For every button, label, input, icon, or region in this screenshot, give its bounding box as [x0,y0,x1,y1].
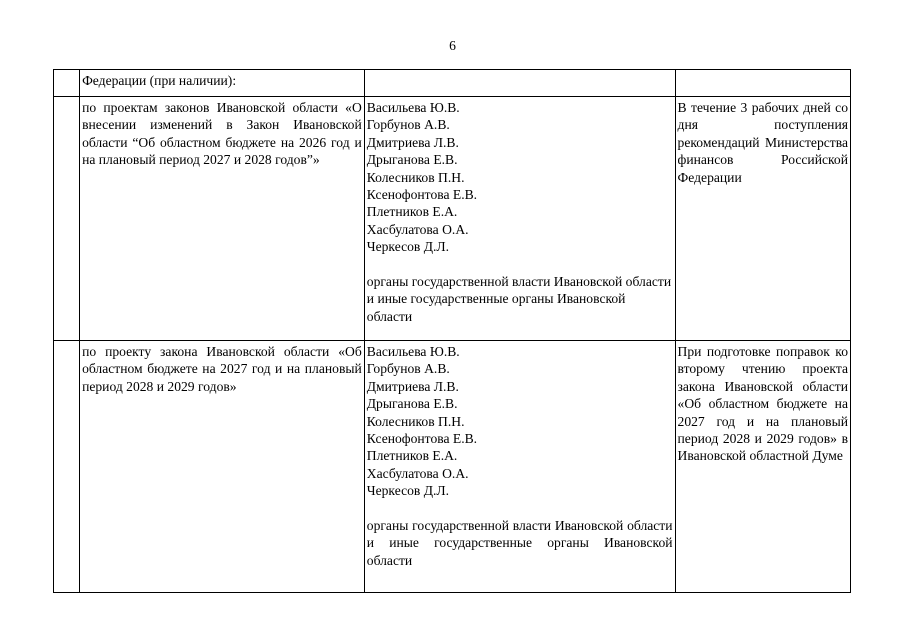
task-cell [80,341,365,593]
executor-name: Плетников Е.А. [366,448,458,464]
task-text: Федерации (при наличии): [82,73,237,88]
executor-name: Черкесов Д.Л. [366,239,450,255]
table-row [54,97,851,341]
term-text: При подготовке поправок ко второму чтению проекта закона Ивановской области «Об областном бюджете на 2027 год и на плановый период 2028 и 2029 годов» в Ивановской областной Думе [677,344,848,464]
executor-name: Васильева Ю.В. [366,344,460,359]
task-text: по проектам законов Ивановской области «О внесении изменений в Закон Ивановской области “Об областном бюджете на 2026 год и на плановый период 2027 и 2028 годов”» [82,100,362,168]
task-cell [80,97,365,341]
task-text: по проекту закона Ивановской области «Об областном бюджете на 2027 год и на плановый период 2028 и 2029 годов» [82,344,362,394]
executor-name: Колесников П.Н. [366,169,465,185]
table-row [54,70,851,97]
executor-name: Васильева Ю.В. [366,100,460,115]
executor-organizations: органы государственной власти Ивановской области и иные государственные органы Ивановской области [366,518,673,568]
executor-name: Дмитриева Л.В. [366,378,459,394]
executor-name: Ксенофонтова Е.В. [366,187,478,203]
spacer [367,256,673,273]
table-row [54,341,851,593]
term-cell [675,70,850,97]
term-text: В течение 3 рабочих дней со дня поступления рекомендаций Министерства финансов Российской Федерации [677,100,848,185]
executors-cell [364,97,675,341]
executor-name: Колесников П.Н. [366,413,465,429]
executor-name: Дрыганова Е.В. [366,396,458,412]
page-number: 6 [449,38,456,53]
row-number-cell [54,341,80,593]
executor-name: Горбунов А.В. [366,361,450,377]
executors-cell [364,341,675,593]
task-cell [80,70,365,97]
executor-name: Ксенофонтова Е.В. [366,431,478,447]
executor-organizations: органы государственной власти Ивановской области и иные государственные органы Ивановской области [366,274,672,324]
term-cell [675,97,850,341]
executor-name: Дрыганова Е.В. [366,152,458,168]
executor-name: Черкесов Д.Л. [366,483,450,499]
executor-name: Дмитриева Л.В. [366,134,459,150]
executor-name: Плетников Е.А. [366,204,458,220]
executors-cell [364,70,675,97]
executor-name: Хасбулатова О.А. [366,465,469,481]
spacer [367,500,673,517]
plan-table [53,69,851,593]
row-number-cell [54,70,80,97]
row-number-cell [54,97,80,341]
executor-name: Горбунов А.В. [366,117,450,133]
executor-name: Хасбулатова О.А. [366,221,469,237]
term-cell [675,341,850,593]
